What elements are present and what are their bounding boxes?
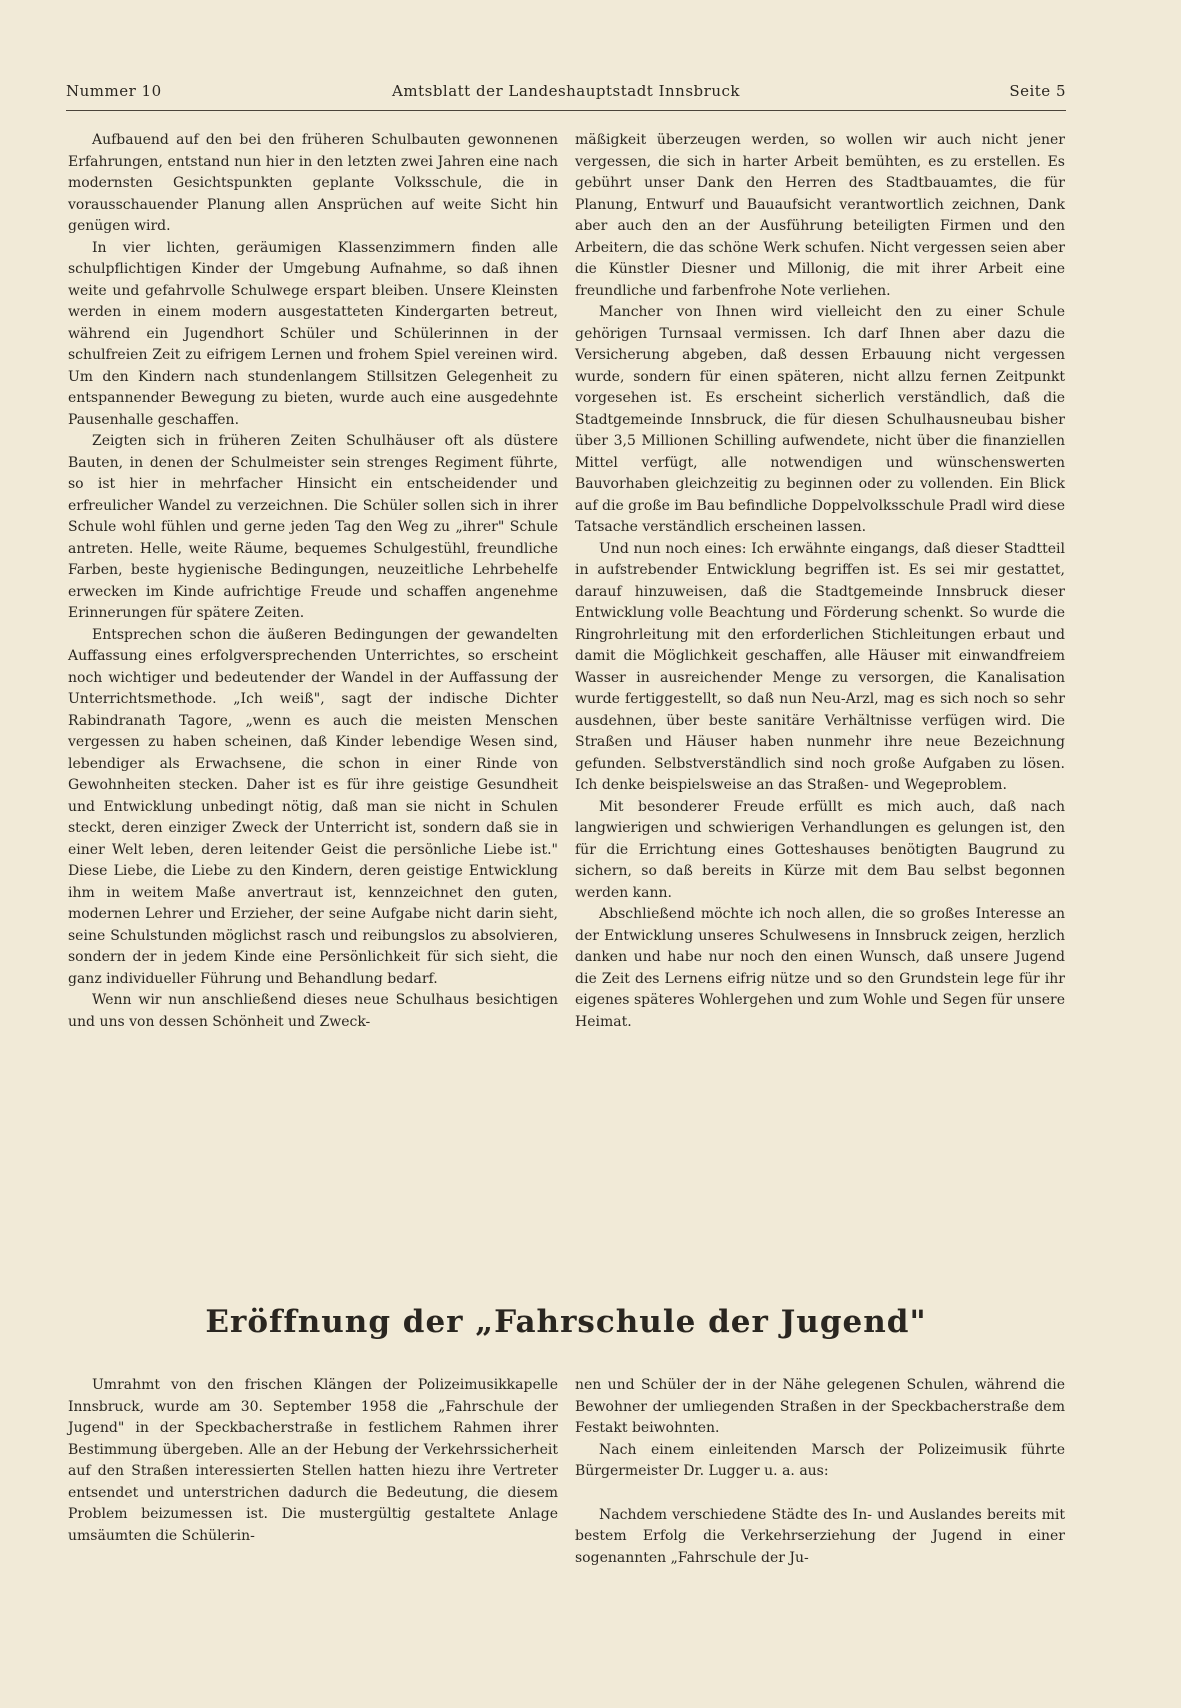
paragraph: Und nun noch eines: Ich erwähnte eingangs, daß dieser Stadtteil in aufstrebender Entwicklung begriffen ist. Es sei mir gestattet, darauf hinzuweisen, daß die Stadtgemeinde Innsbruck dieser Entwicklung volle Beachtung und Förderung schenkt. So wurde die Ringrohrleitung mit den erforderlichen Stichleitungen erbaut und damit die Möglichkeit geschaffen, alle Häuser mit einwandfreiem Wasser in ausreichender Menge zu versorgen, die Kanalisation wurde fertiggestellt, so daß nun Neu-Arzl, mag es sich noch so sehr ausdehnen, über beste sanitäre Verhältnisse verfügen wird. Die Straßen und Häuser haben nunmehr ihre neue Bezeichnung gefunden. Selbstverständlich sind noch große Aufgaben zu lösen. Ich denke beispielsweise an das Straßen- und Wegeproblem. [575,540,1065,793]
paragraph: Aufbauend auf den bei den früheren Schulbauten gewonnenen Erfahrungen, entstand nun hier in den letzten zwei Jahren eine nach modernsten Gesichtspunkten geplante Volksschule, die in vorausschauender Planung allen Ansprüchen auf weite Sicht hin genügen wird. [68,132,558,234]
paragraph: Nach einem einleitenden Marsch der Polizeimusik führte Bürgermeister Dr. Lugger u. a. aus: [575,1441,1065,1479]
page-header [66,82,1066,106]
paragraph: Nachdem verschiedene Städte des In- und Auslandes bereits mit bestem Erfolg die Verkehrserziehung der Jugend in einer sogenannten „Fahrschule der Ju- [575,1506,1065,1566]
header-rule [66,110,1066,111]
paragraph: Mit besonderer Freude erfüllt es mich auch, daß nach langwierigen und schwierigen Verhandlungen es gelungen ist, den für die Errichtung eines Gotteshauses benötigten Baugrund zu sichern, so daß bereits in Kürze mit dem Bau selbst begonnen werden kann. [575,798,1065,901]
paragraph: Entsprechen schon die äußeren Bedingungen der gewandelten Auffassung eines erfolgversprechenden Unterrichtes, so erscheint noch wichtiger und bedeutender der Wandel in der Auffassung der Unterrichtsmethode. „Ich weiß", sagt der indische Dichter Rabindranath Tagore, „wenn es auch die meisten Menschen vergessen zu haben scheinen, daß Kinder lebendige Wesen sind, lebendiger als Erwachsene, die schon in einer Rinde von Gewohnheiten stecken. Daher ist es für ihre geistige Gesundheit und Entwicklung unbedingt nötig, daß man sie nicht in Schulen steckt, deren einziger Zweck der Unterricht ist, sondern daß sie in einer Welt leben, deren leitender Geist die persönliche Liebe ist." Diese Liebe, die Liebe zu den Kindern, deren geistige Entwicklung ihm in weitem Maße anvertraut ist, kennzeichnet den guten, modernen Lehrer und Erzieher, der seine Aufgabe nicht darin sieht, seine Schulstunden möglichst rasch und reibungslos zu absolvieren, sondern der in jedem Kinde eine Persönlichkeit für sich sieht, die ganz individueller Führung und Behandlung bedarf. [68,626,558,987]
issue-number: Nummer 10 [66,82,162,100]
paragraph: In vier lichten, geräumigen Klassenzimmern finden alle schulpflichtigen Kinder der Umgebung Aufnahme, so daß ihnen weite und gefahrvolle Schulwege erspart bleiben. Unsere Kleinsten werden in einem modern ausgestatteten Kindergarten betreut, während ein Jugendhort Schüler und Schülerinnen in der schulfreien Zeit zu eifrigem Lernen und frohem Spiel vereinen wird. Um den Kindern nach stundenlangem Stillsitzen Gelegenheit zu entspannender Bewegung zu bieten, wurde auch eine ausgedehnte Pausenhalle geschaffen. [68,239,558,428]
article1-column-left [68,130,558,1033]
paragraph: Abschließend möchte ich noch allen, die so großes Interesse an der Entwicklung unseres Schulwesens in Innsbruck zeigen, herzlich danken und habe nur noch den einen Wunsch, daß unsere Jugend die Zeit des Lernens eifrig nütze und so den Grundstein lege für ihr eigenes späteres Wohlergehen und zum Wohle und Segen für unsere Heimat. [575,906,1065,1030]
paragraph: nen und Schüler der in der Nähe gelegenen Schulen, während die Bewohner der umliegenden Straßen in der Speckbacherstraße dem Festakt beiwohnten. [575,1377,1065,1436]
article2-column-right [575,1375,1065,1569]
article1-column-right [575,130,1065,1033]
paragraph: mäßigkeit überzeugen werden, so wollen wir auch nicht jener vergessen, die sich in harter Arbeit bemühten, es zu erstellen. Es gebührt unser Dank den Herren des Stadtbauamtes, die für Planung, Entwurf und Bauaufsicht verantwortlich zeichnen, Dank aber auch den an der Ausführung beteiligten Firmen und den Arbeitern, die das schöne Werk schufen. Nicht vergessen seien aber die Künstler Diesner und Millonig, die mit ihrer Arbeit eine freundliche und farbenfrohe Note verliehen. [575,132,1065,299]
paragraph: Umrahmt von den frischen Klängen der Polizeimusikkapelle Innsbruck, wurde am 30. September 1958 die „Fahrschule der Jugend" in der Speckbacherstraße in festlichem Rahmen ihrer Bestimmung übergeben. Alle an der Hebung der Verkehrssicherheit auf den Straßen interessierten Stellen hatten hiezu ihre Vertreter entsendet und unterstrichen dadurch die Bedeutung, die diesem Problem beizumessen ist. Die mustergültig gestaltete Anlage umsäumten die Schülerin- [68,1377,558,1544]
article2-headline: Eröffnung der „Fahrschule der Jugend" [205,1304,927,1340]
article2-column-left [68,1375,558,1547]
page-number: Seite 5 [1009,82,1066,100]
paragraph: Zeigten sich in früheren Zeiten Schulhäuser oft als düstere Bauten, in denen der Schulmeister sein strenges Regiment führte, so ist hier in mehrfacher Hinsicht ein entscheidender und erfreulicher Wandel zu verzeichnen. Die Schüler sollen sich in ihrer Schule wohl fühlen und gerne jeden Tag den Weg zu „ihrer" Schule antreten. Helle, weite Räume, bequemes Schulgestühl, freundliche Farben, beste hygienische Bedingungen, neuzeitliche Lehrbehelfe erwecken im Kinde aufrichtige Freude und schaffen angenehme Erinnerungen für spätere Zeiten. [68,433,558,621]
paragraph: Mancher von Ihnen wird vielleicht den zu einer Schule gehörigen Turnsaal vermissen. Ich darf Ihnen aber dazu die Versicherung abgeben, daß dessen Erbauung nicht vergessen wurde, sondern für einen späteren, nicht allzu fernen Zeitpunkt vorgesehen ist. Es erscheint sicherlich verständlich, daß die Stadtgemeinde Innsbruck, die für diesen Schulhausneubau bisher über 3,5 Millionen Schilling aufwendete, nicht über die finanziellen Mittel verfügt, alle notwendigen und wünschenswerten Bauvorhaben gleichzeitig zu beginnen oder zu vollenden. Ein Blick auf die große im Bau befindliche Doppelvolksschule Pradl wird diese Tatsache verständlich erscheinen lassen. [575,304,1065,535]
publication-title: Amtsblatt der Landeshauptstadt Innsbruck [392,82,740,100]
paragraph: Wenn wir nun anschließend dieses neue Schulhaus besichtigen und uns von dessen Schönheit und Zweck- [68,992,558,1030]
